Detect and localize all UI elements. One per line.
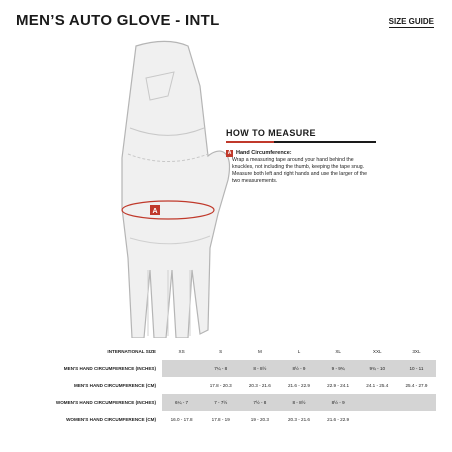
size-table	[16, 342, 436, 428]
table-cell: 17.8 - 19	[211, 417, 230, 422]
row-label: MEN'S HAND CIRCUMFERENCE (CM)	[74, 383, 156, 388]
measure-instructions: Wrap a measuring tape around your hand behind the knuckles, not including the thumb, keeping the tape snug. Measure both left and right hands and use the larger of the two measurements.	[232, 157, 367, 184]
table-cell: 6¼ - 7	[162, 394, 201, 411]
table-cell: 21.6 - 22.9	[327, 417, 350, 422]
table-cell: 24.1 - 25.4	[366, 383, 389, 388]
table-cell: 16.0 - 17.8	[170, 417, 193, 422]
table-cell: 8½ - 9	[279, 360, 318, 377]
size-3xl: 3XL	[412, 348, 421, 354]
glove-outline	[122, 42, 229, 339]
table-cell: 21.6 - 22.9	[288, 383, 310, 388]
table-cell: 7½ - 8	[240, 394, 279, 411]
table-row	[16, 377, 436, 394]
row-label: MEN'S HAND CIRCUMFERENCE (INCHES)	[63, 366, 156, 371]
table-cell: 17.8 - 20.3	[209, 383, 232, 388]
table-cell: 10 - 11	[397, 360, 436, 377]
table-cell	[358, 394, 397, 411]
size-xxl: XXL	[372, 348, 382, 354]
table-cell: 20.3 - 21.6	[248, 383, 271, 388]
size-s: S	[219, 348, 223, 354]
marker-label: A	[152, 208, 158, 215]
size-l: L	[297, 348, 301, 354]
table-cell: 9¾ - 10	[358, 360, 397, 377]
table-cell	[162, 360, 201, 377]
size-xs: XS	[178, 348, 185, 354]
table-cell: 7 - 7½	[201, 394, 240, 411]
table-cell	[358, 411, 397, 428]
table-cell: 22.9 - 24.1	[327, 383, 350, 388]
measure-badge: A	[227, 150, 232, 156]
row-label: WOMEN'S HAND CIRCUMFERENCE (INCHES)	[55, 400, 156, 405]
size-xl: XL	[335, 348, 341, 354]
table-cell: 19 - 20.3	[250, 417, 269, 422]
table-row	[16, 411, 436, 428]
heading-rule-accent	[226, 141, 274, 143]
glove-illustration	[96, 38, 236, 338]
table-cell: 25.4 - 27.9	[405, 383, 428, 388]
measure-subtitle: Hand Circumference:	[236, 150, 292, 156]
table-cell: 20.3 - 21.6	[288, 417, 310, 422]
table-row	[16, 360, 436, 377]
row-label: WOMEN'S HAND CIRCUMFERENCE (CM)	[66, 417, 156, 422]
table-cell: 7¼ - 8	[201, 360, 240, 377]
size-m: M	[257, 348, 262, 354]
table-row	[16, 394, 436, 411]
table-cell	[397, 411, 436, 428]
table-cell: 8 - 8½	[240, 360, 279, 377]
table-header-row	[16, 342, 436, 360]
size-guide-link[interactable]: SIZE GUIDE	[388, 17, 434, 26]
how-to-measure-heading: HOW TO MEASURE	[226, 128, 316, 138]
table-cell: 8 - 8½	[279, 394, 318, 411]
table-cell	[162, 377, 201, 394]
table-cell: 9 - 9¾	[319, 360, 358, 377]
table-cell: 8½ - 9	[319, 394, 358, 411]
header-label: INTERNATIONAL SIZE	[107, 348, 156, 354]
page-title: MEN’S AUTO GLOVE - INTL	[16, 12, 220, 29]
table-cell	[397, 394, 436, 411]
